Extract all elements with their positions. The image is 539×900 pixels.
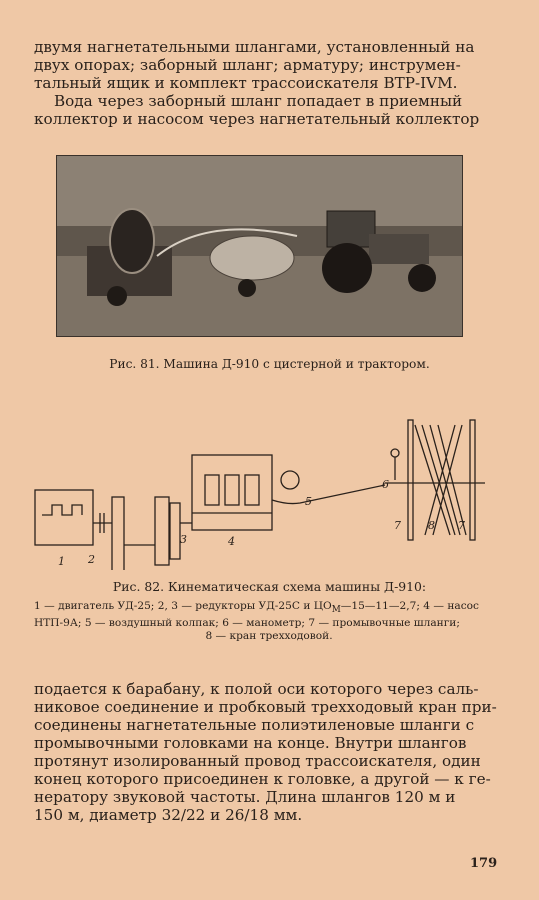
text-line: протянут изолированный провод трассоискателя, один	[34, 752, 481, 770]
machine-photo	[56, 155, 463, 337]
pressure-line	[272, 485, 385, 504]
text-line: коллектор и насосом через нагнетательный коллектор	[34, 110, 480, 128]
legend-line: 8 — кран трехходовой.	[205, 630, 333, 643]
text-line: никовое соединение и пробковый трехходовый кран при-	[34, 698, 497, 716]
text-line: двух опорах; заборный шланг; арматуру; инструмен-	[34, 56, 461, 74]
photo-tank	[210, 236, 294, 280]
photo-tractor-wheel	[322, 243, 372, 293]
kinematic-diagram	[30, 405, 500, 570]
text-line: подается к барабану, к полой оси которого через саль-	[34, 680, 479, 698]
figure-81-caption: Рис. 81. Машина Д-910 с цистерной и трактором.	[109, 357, 430, 371]
text-line: промывочными головками на конце. Внутри шлангов	[34, 734, 467, 752]
text-line: двумя нагнетательными шлангами, установленный на	[34, 38, 475, 56]
diagram-label: 2	[88, 553, 95, 566]
diagram-label: 4	[228, 535, 235, 548]
diagram-label: 7	[394, 519, 401, 532]
diagram-label: 8	[428, 519, 435, 532]
photo-wheel	[238, 279, 256, 297]
text-line: конец которого присоединен к головке, а другой — к ге-	[34, 770, 491, 788]
drum-flange-right	[470, 420, 475, 540]
text-line: нератору звуковой частоты. Длина шлангов 120 м и	[34, 788, 456, 806]
pump-housing	[192, 455, 272, 530]
diagram-label: 3	[180, 533, 187, 546]
photo-tractor-body	[369, 234, 429, 264]
legend-text: —15—11—2,7; 4 — насос	[340, 600, 479, 612]
drum-flange-left	[408, 420, 413, 540]
text-line: 150 м, диаметр 32/22 и 26/18 мм.	[34, 806, 303, 824]
engine-block	[35, 490, 93, 545]
kinematic-diagram-drawing	[30, 405, 500, 570]
pump-cylinder	[205, 475, 219, 505]
text-line: Вода через заборный шланг попадает в приемный	[54, 92, 463, 110]
bottom-paragraph	[34, 680, 504, 824]
figure-82-legend	[34, 600, 504, 643]
page-number: 179	[470, 856, 498, 871]
diagram-label: 5	[305, 495, 312, 508]
diagram-label: 1	[58, 555, 65, 568]
diagram-label: 7	[458, 519, 465, 532]
reducer-2	[112, 497, 124, 570]
reducer-3-gear	[170, 503, 180, 559]
reducer-3	[155, 497, 169, 565]
pump-cylinder	[245, 475, 259, 505]
diagram-label: 6	[382, 478, 389, 491]
engine-pistons	[42, 505, 82, 515]
photo-tractor-wheel	[408, 264, 436, 292]
manometer	[391, 449, 399, 457]
figure-82-caption: Рис. 82. Кинематическая схема машины Д-910:	[112, 579, 427, 594]
air-cap	[281, 471, 299, 489]
text-line: тальный ящик и комплект трассоискателя ВТР-IVM.	[34, 74, 458, 92]
legend-subscript: М	[331, 605, 341, 616]
text-line: соединены нагнетательные полиэтиленовые шланги с	[34, 716, 475, 734]
photo-drum	[110, 209, 154, 273]
legend-line: НТП-9А; 5 — воздушный колпак; 6 — манометр; 7 — промывочные шланги;	[34, 617, 460, 630]
pump-cylinder	[225, 475, 239, 505]
legend-line	[34, 600, 504, 617]
top-paragraph	[34, 38, 504, 128]
legend-text: 1 — двигатель УД-25; 2, 3 — редукторы УД-25С и ЦО	[34, 600, 332, 612]
photo-tractor-cab	[327, 211, 375, 247]
photo-wheel	[107, 286, 127, 306]
machine-photo-drawing	[57, 156, 462, 336]
